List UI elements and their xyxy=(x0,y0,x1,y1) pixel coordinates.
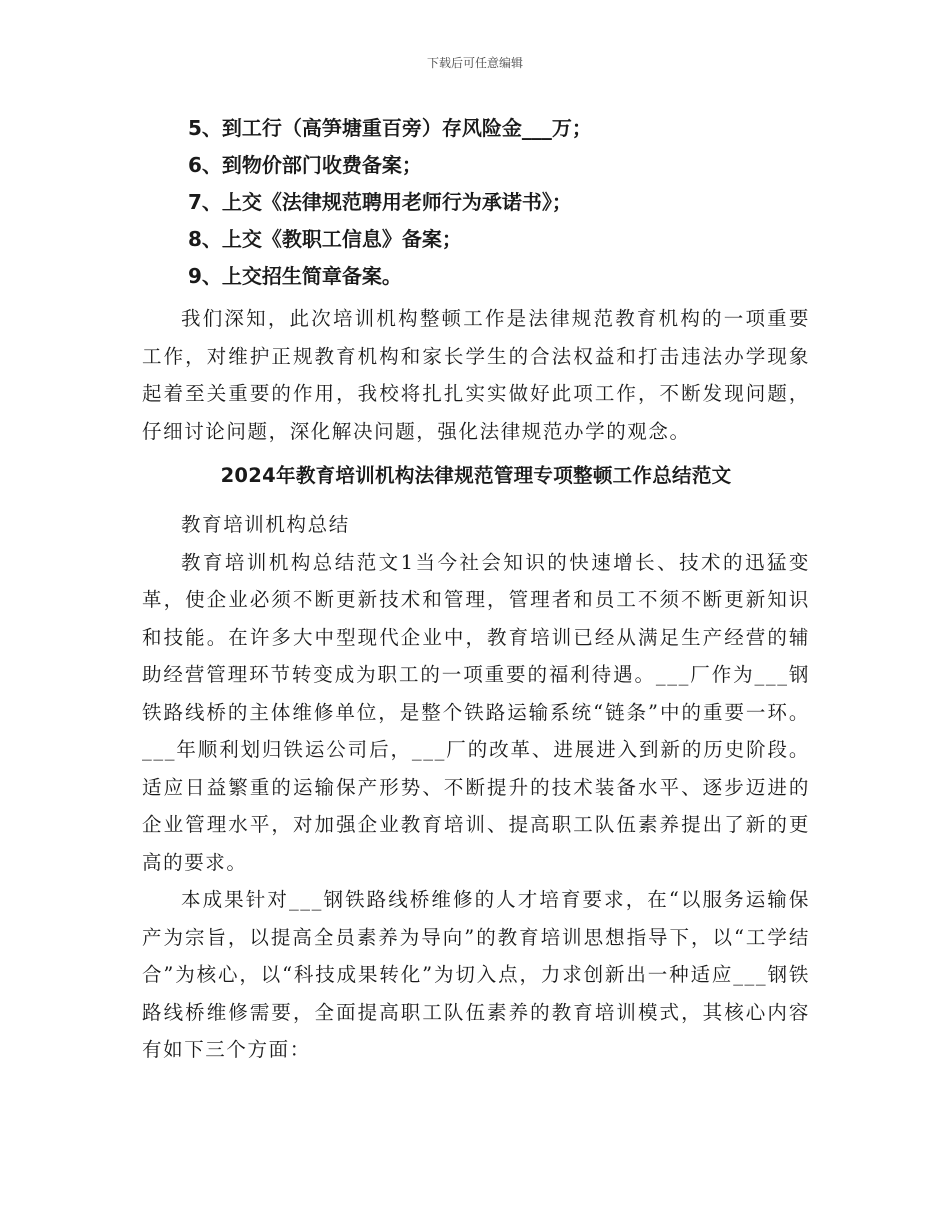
list-item: 9、上交招生简章备案。 xyxy=(188,264,402,288)
document-body xyxy=(142,110,810,1069)
list-item: 5、到工行（高笋塘重百旁）存风险金___万； xyxy=(188,116,592,140)
paragraph: 本成果针对___钢铁路线桥维修的人才培育要求，在“以服务运输保产为宗旨，以提高全员素养为导向”的教育培训思想指导下，以“工学结合”为核心，以“科技成果转化”为切入点，力求创新出一种适应___钢铁路线桥维修需要，全面提高职工队伍素养的教育培训模式，其核心内容有如下三个方面： xyxy=(142,888,810,1061)
section-subheading: 教育培训机构总结 xyxy=(181,513,350,536)
paragraph: 我们深知，此次培训机构整顿工作是法律规范教育机构的一项重要工作，对维护正规教育机构和家长学生的合法权益和打击违法办学现象起着至关重要的作用，我校将扎扎实实做好此项工作，不断发现问题，仔细讨论问题，深化解决问题，强化法律规范办学的观念。 xyxy=(142,307,810,443)
list-item: 6、到物价部门收费备案； xyxy=(188,153,422,177)
document-title: 2024年教育培训机构法律规范管理专项整顿工作总结范文 xyxy=(220,464,732,487)
list-item: 8、上交《教职工信息》备案； xyxy=(188,227,462,251)
list-item: 7、上交《法律规范聘用老师行为承诺书》； xyxy=(188,190,572,214)
page-header: 下载后可任意编辑 xyxy=(426,56,523,70)
paragraph: 教育培训机构总结范文1当今社会知识的快速增长、技术的迅猛变革，使企业必须不断更新技术和管理，管理者和员工不须不断更新知识和技能。在许多大中型现代企业中，教育培训已经从满足生产经营的辅助经营管理环节转变成为职工的一项重要的福利待遇。___厂作为___钢铁路线桥的主体维修单位，是整个铁路运输系统“链条”中的重要一环。___年顺利划归铁运公司后，___厂的改革、进展进入到新的历史阶段。适应日益繁重的运输保产形势、不断提升的技术装备水平、逐步迈进的企业管理水平，对加强企业教育培训、提高职工队伍素养提出了新的更高的要求。 xyxy=(142,550,810,874)
